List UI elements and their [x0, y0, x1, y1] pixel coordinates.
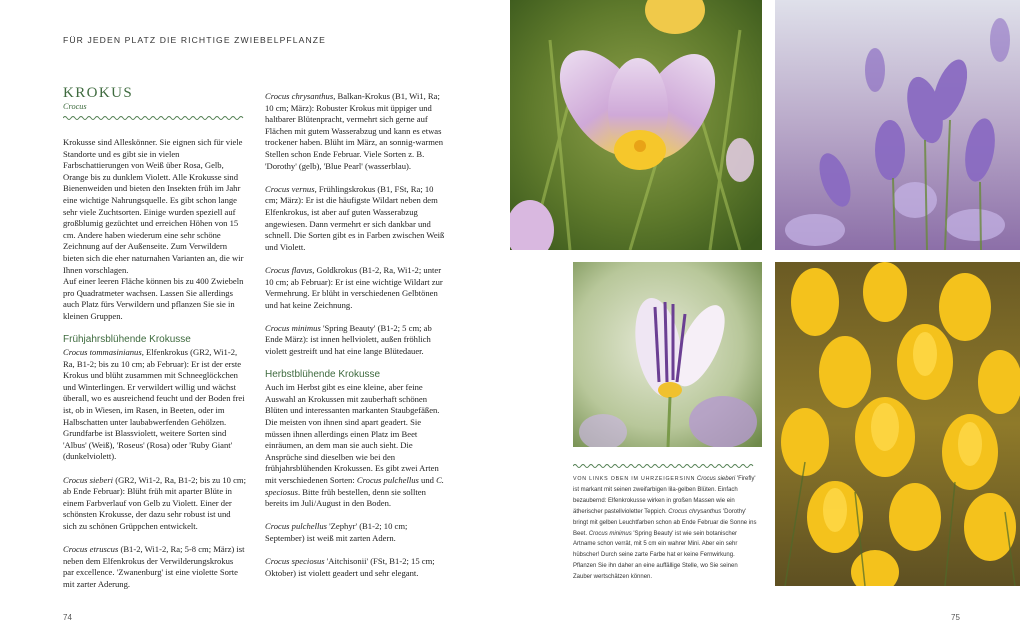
species-name: Crocus flavus — [265, 264, 313, 275]
section-heading-autumn: Herbstblühende Krokusse — [265, 369, 381, 381]
caption-text: 'Firefly' ist markant mit seinen zweifarbigen lila-gelben Blüten. Einfach bezaubernd: Elfenkrokusse wirken in großen Massen wie ein ätherischer pastellvioletter Teppich. — [573, 476, 756, 515]
intro-paragraph-2: Auf einer leeren Fläche können bis zu 400 Zwiebeln pro Quadratmeter wachsen. Lassen Sie allerdings auch Platz fürs Verwildern und pflanzen Sie sie in kleinen Gruppen. — [63, 276, 244, 321]
species-text: (GR2, Wi1-2, Ra, B1-2; bis zu 10 cm; ab Ende Februar): Blüht früh mit aparter Blüte in einem Farbverlauf von Gelb zu Violett. Einer der schönsten Krokusse, der dazu sehr robust ist und sich zu schönen Grüppchen entwickelt. — [63, 474, 246, 531]
photo-crocus-chrysanthus — [775, 262, 1020, 586]
entry-crocus-sieberi — [63, 475, 246, 533]
left-text-column — [63, 137, 246, 602]
running-header: FÜR JEDEN PLATZ DIE RICHTIGE ZWIEBELPFLANZE — [63, 35, 326, 45]
photo-crocus-sieberi — [510, 0, 762, 250]
intro-paragraph: Krokusse sind Alleskönner. Sie eignen sich für viele Standorte und es gibt sie in vielen Farbschattierungen von Weiß über Rosa, Gelb, Orange bis zu dunklem Violett. Alle Krokusse sind Bienenweiden und bieten den Insekten früh im Jahr eine wichtige Nahrungsquelle. Es gibt schon lange sehr viele Zuchtsorten. Einige wurden speziell auf großblumig gezüchtet und erreichen Höhen von 15 cm. Andere haben wiederum eine sehr schöne Zeichnung auf der Außenseite. Zum Verwildern bieten sich die eher naturnahen Varianten an, die wir Ihnen vorschlagen. — [63, 137, 244, 275]
entry-crocus-minimus — [265, 323, 446, 358]
photo-elfenkrokus — [775, 0, 1020, 250]
species-name: Crocus pulchellus — [356, 475, 419, 485]
right-text-column — [265, 91, 446, 591]
species-name: Crocus chrysanthus — [668, 508, 722, 515]
photo-crocus-minimus — [573, 262, 762, 447]
page-title: KROKUS — [63, 85, 134, 101]
autumn-intro-paragraph — [265, 382, 446, 510]
species-name: Crocus speciosus — [265, 556, 325, 567]
photo-caption — [573, 474, 758, 583]
entry-crocus-etruscus — [63, 544, 246, 590]
entry-crocus-tommasinianus — [63, 347, 246, 463]
species-name: Crocus pulchellus — [265, 521, 327, 532]
species-text: , Goldkrokus (B1-2, Ra, Wi1-2; unter 10 cm; ab Februar): Er ist eine wichtige Wildart zur Vermehrung. Er blüht in verschiedenen Gelbtönen und hat keine Zeichnung. — [265, 264, 443, 310]
autumn-intro-text: Auch im Herbst gibt es eine kleine, aber feine Auswahl an Krokussen mit zauberhaft schönen Blüten und interessanten markanten Staubgefäßen. Die meisten von ihnen sind apart geadert. Sie müssen ihnen allerdings einen Platz im Beet einräumen, an dem man sie auch sieht. Die Ansprüche sind dieselben wie bei den frühjahrsblühenden Krokussen. Es gibt zwei Arten mit verschiedenen Sorten: — [265, 382, 440, 485]
species-name: C. speciosus — [265, 475, 444, 497]
caption-text: 'Dorothy' bringt mit gelben Leuchtfarben schon ab Ende Februar die Sonne ins Beet. — [573, 508, 757, 537]
entry-crocus-speciosus — [265, 556, 446, 579]
section-heading-spring: Frühjahrsblühende Krokusse — [63, 334, 191, 346]
entry-crocus-chrysanthus — [265, 91, 446, 172]
species-name: Crocus etruscus — [63, 544, 119, 555]
species-name: Crocus sieberi — [696, 476, 736, 482]
page-number-right: 75 — [951, 613, 960, 622]
species-name: Crocus sieberi — [63, 474, 114, 485]
species-text: , Frühlingskrokus (B1, FSt, Ra; 10 cm; März): Er ist die häufigste Wildart neben dem Elfenkrokus, ist aber auf guten Wasserabzug angewiesen. Dann vermehrt er sich dankbar und schnell. Die Sorten gibt es in Farben zwischen Weiß und Violett. — [265, 183, 445, 252]
species-text: 'Zephyr' (B1-2; 10 cm; September) ist weiß mit zarten Adern. — [265, 521, 408, 543]
species-text: , Elfenkrokus (GR2, Wi1-2, Ra, B1-2; bis zu 10 cm; ab Februar): Er ist der erste Krokus und blüht zusammen mit Schneeglöckchen und Winterlingen. Er verwildert willig und wächst überall, wo es ausreichend feucht und der Boden frei ist, ob in Wiesen, im Rasen, in Beeten, oder im Halbschatten unter laubabwerfenden Gehölzen. Grundfarbe ist Blassviolett, weitere Sorten sind 'Albus' (Weiß), 'Roseus' (Rosa) oder 'Ruby Giant' (dunkelviolett). — [63, 347, 245, 462]
species-text: , Balkan-Krokus (B1, Wi1, Ra; 10 cm; März): Robuster Krokus mit üppiger und haltbarer Blütenpracht, vermehrt sich gerne auf Flächen mit gutem Wasserabzug und kann es etwas trockener haben. Blüht im März, an sonnig-warmen Stellen schon Ende Februar. Viele Sorten z. B. 'Dorothy' (gelb), 'Blue Pearl' (wasserblau). — [265, 91, 444, 171]
page-subtitle: Crocus — [63, 102, 87, 111]
species-name: Crocus tommasinianus — [63, 347, 142, 358]
entry-crocus-vernus — [265, 184, 446, 254]
autumn-intro-text: . Bitte früh bestellen, denn sie sollten bereits im Juli/August in den Boden. — [265, 486, 426, 509]
caption-wavy-divider — [573, 462, 756, 470]
caption-text: 'Spring Beauty' ist wie sein botanischer Artname schon verrät, mit 5 cm ein wahrer Mini. Aber ein sehr hübscher! Durch seine zarte Farbe hat er keine Fernwirkung. Pflanzen Sie ihn daher an eine auffällige Stelle, wo Sie seinen Zauber wertschätzen können. — [573, 530, 738, 581]
species-text: 'Spring Beauty' (B1-2; 5 cm; ab Ende März): ist innen hellviolett, außen fröhlich violett gestreift und hat eine lange Blütedauer. — [265, 322, 432, 357]
species-name: Crocus vernus — [265, 183, 315, 194]
conjunction: und — [418, 475, 437, 485]
species-name: Crocus chrysanthus — [265, 91, 334, 101]
species-text: (B1-2, Wi1-2, Ra; 5-8 cm; März) ist neben dem Elfenkrokus der Verwilderungskrokus par excellence. 'Zwanenburg' ist eine violette Sorte mit zarter Aderung. — [63, 544, 245, 589]
wavy-divider — [63, 114, 246, 122]
entry-crocus-flavus — [265, 265, 446, 311]
species-name: Crocus minimus — [265, 322, 321, 333]
entry-crocus-pulchellus — [265, 521, 446, 544]
species-text: 'Aitchisonii' (FSt, B1-2; 15 cm; Oktober) ist violett geadert und sehr elegant. — [265, 556, 435, 578]
species-name: Crocus minimus — [588, 530, 632, 537]
caption-lead: VON LINKS OBEN IM UHRZEIGERSINN — [573, 476, 696, 482]
page-number-left: 74 — [63, 613, 72, 622]
